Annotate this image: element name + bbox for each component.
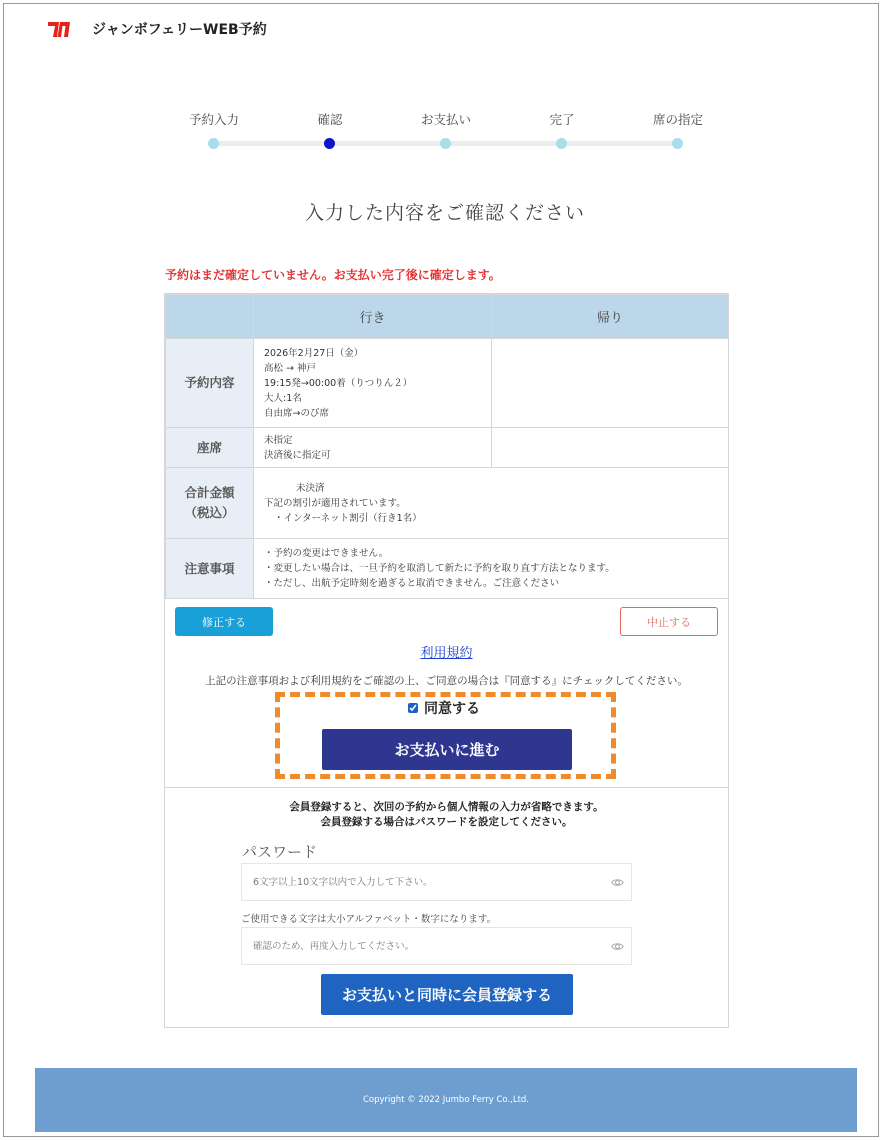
member-text-line2: 会員登録する場合はパスワードを設定してください。	[320, 816, 573, 828]
total-label-line2: （税込）	[184, 505, 235, 520]
agree-checkbox-row[interactable]	[408, 699, 480, 717]
step-dot	[556, 138, 567, 149]
step-complete	[512, 110, 612, 130]
table-row	[166, 539, 729, 599]
discount-note: 下記の割引が適用されています。	[264, 497, 406, 509]
booking-summary-table	[165, 294, 729, 599]
table-row	[166, 468, 729, 539]
copyright-text: Copyright © 2022 Jumbo Ferry Co.,Ltd.	[362, 1095, 530, 1105]
booking-time-ship: 19:15発→00:00着（りつりん２）	[264, 377, 413, 389]
step-label: 席の指定	[652, 112, 703, 127]
step-dot	[440, 138, 451, 149]
booking-route: 高松 → 神戸	[264, 362, 316, 374]
total-label-line1: 合計金額	[184, 485, 235, 500]
password-input[interactable]	[242, 864, 592, 900]
terms-link[interactable]: 利用規約	[420, 646, 473, 661]
step-dot	[672, 138, 683, 149]
password-label: パスワード	[242, 843, 318, 861]
column-outbound: 行き	[254, 295, 492, 339]
seat-outbound-cell	[254, 428, 492, 468]
note-item: ・変更したい場合は、一旦予約を取消して新たに予約を取り直す方法となります。	[264, 563, 615, 574]
step-label: お支払い	[420, 112, 471, 127]
step-seat	[628, 110, 728, 130]
consent-instructions: 上記の注意事項および利用規約をご確認の上、ご同意の場合は『同意する』にチェックしてください。	[205, 675, 688, 687]
notes-cell	[254, 539, 729, 599]
seat-status: 未指定	[264, 434, 293, 446]
table-row	[166, 428, 729, 468]
member-registration-text	[165, 800, 728, 830]
step-label: 確認	[317, 112, 343, 127]
booking-return-cell	[492, 339, 729, 428]
row-label-notes: 注意事項	[166, 539, 254, 599]
confirmation-card	[164, 293, 729, 1028]
divider	[165, 787, 728, 788]
step-label: 完了	[549, 112, 575, 127]
row-label-total	[166, 468, 254, 539]
cancel-button[interactable]: 中止する	[620, 607, 718, 636]
show-password-icon[interactable]	[611, 876, 624, 889]
footer	[35, 1068, 857, 1132]
booking-seat-class: 自由席→のび席	[264, 407, 329, 419]
note-item: ・ただし、出航予定時刻を過ぎると取消できません。ご注意ください	[264, 578, 560, 589]
step-dot	[208, 138, 219, 149]
note-item: ・予約の変更はできません。	[264, 548, 389, 559]
column-return: 帰り	[492, 295, 729, 339]
agree-checkbox[interactable]	[408, 703, 418, 713]
booking-outbound-cell	[254, 339, 492, 428]
jumbo-ferry-logo-icon[interactable]	[46, 17, 72, 41]
step-label: 予約入力	[188, 112, 239, 127]
total-cell	[254, 468, 729, 539]
password-chars-note: ご使用できる文字は大小アルファベット・数字になります。	[241, 914, 497, 925]
payment-status: 未決済	[296, 482, 325, 494]
table-row	[166, 339, 729, 428]
proceed-to-payment-button[interactable]: お支払いに進む	[322, 729, 572, 770]
agree-label[interactable]: 同意する	[424, 701, 480, 717]
site-title: ジャンボフェリーWEB予約	[92, 22, 267, 38]
pay-and-register-button[interactable]: お支払いと同時に会員登録する	[321, 974, 573, 1015]
table-header-row	[166, 295, 729, 339]
password-field-wrapper	[241, 863, 632, 901]
unconfirmed-warning: 予約はまだ確定していません。お支払い完了後に確定します。	[165, 268, 501, 282]
seat-return-cell	[492, 428, 729, 468]
step-payment	[396, 110, 496, 130]
discount-item: ・インターネット割引（行き1名）	[274, 512, 422, 524]
confirm-password-field-wrapper	[241, 927, 632, 965]
row-label-booking: 予約内容	[166, 339, 254, 428]
edit-button[interactable]: 修正する	[175, 607, 273, 636]
confirm-password-input[interactable]	[242, 928, 592, 964]
table-corner-cell	[166, 295, 254, 339]
progress-steps	[164, 110, 728, 154]
step-input	[164, 110, 264, 130]
member-text-line1: 会員登録すると、次回の予約から個人情報の入力が省略できます。	[289, 801, 604, 813]
page-title: 入力した内容をご確認ください	[304, 202, 585, 224]
step-dot-active	[324, 138, 335, 149]
page-frame	[3, 3, 879, 1137]
step-confirm	[280, 110, 380, 130]
seat-note: 決済後に指定可	[264, 449, 331, 461]
row-label-seat: 座席	[166, 428, 254, 468]
booking-passengers: 大人:1名	[264, 392, 302, 404]
show-password-icon[interactable]	[611, 940, 624, 953]
header	[46, 16, 267, 42]
booking-date: 2026年2月27日（金）	[264, 347, 364, 359]
